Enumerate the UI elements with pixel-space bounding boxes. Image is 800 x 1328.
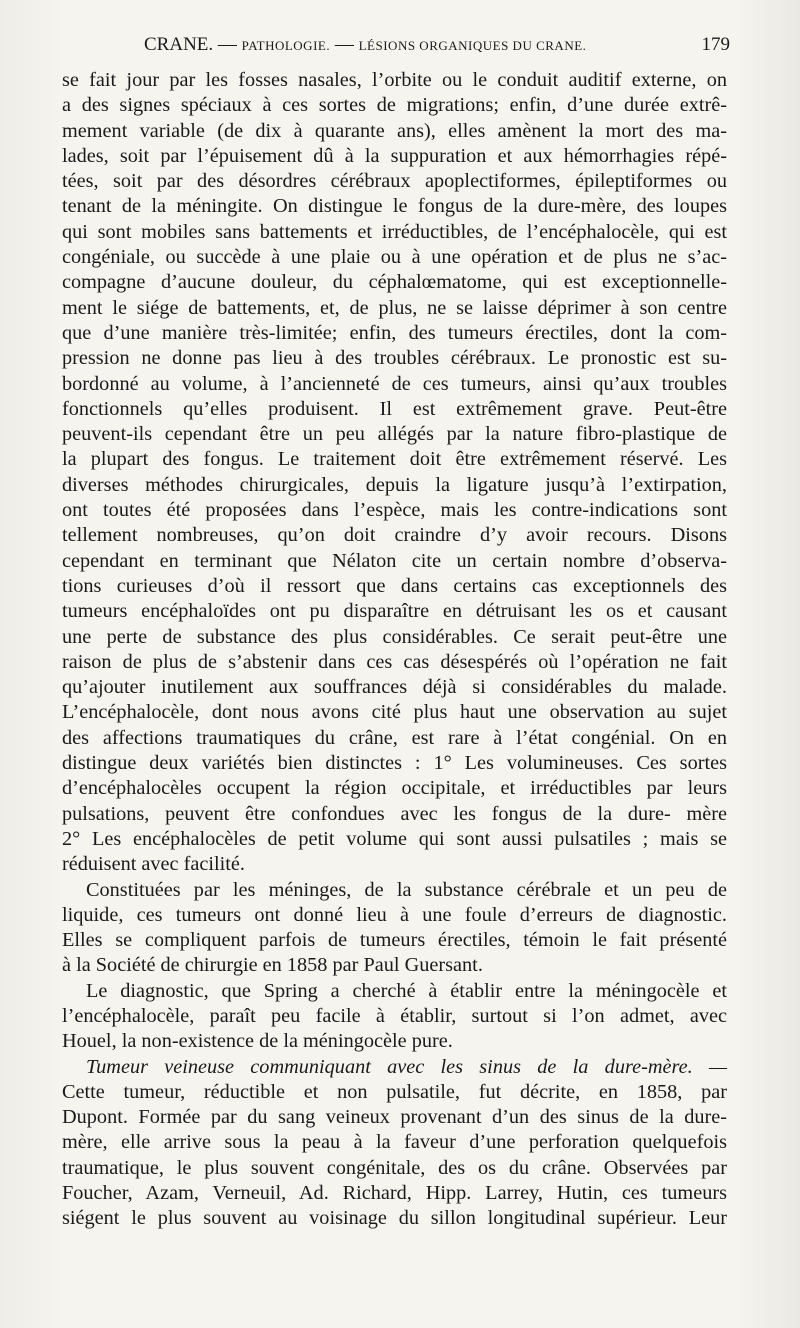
text-line: tenant de la méningite. On distingue le fongus de la dure-mère, des loupes <box>62 195 727 218</box>
running-header <box>62 34 730 64</box>
text-line: une perte de substance des plus considérables. Ce serait peut-être une <box>62 625 727 648</box>
text-line: d’encéphalocèles occupent la région occipitale, et irréductibles par leurs <box>62 777 727 800</box>
text-line: qu’ajouter inutilement aux souffrances déjà si considérables du malade. <box>62 676 727 699</box>
text-line: a des signes spéciaux à ces sortes de migrations; enfin, d’une durée extrê- <box>62 94 727 117</box>
text-line: cependant en terminant que Nélaton cite un certain nombre d’observa- <box>62 549 727 572</box>
text-line: Elles se compliquent parfois de tumeurs érectiles, témoin le fait présenté <box>62 929 727 952</box>
text-line: réduisent avec facilité. <box>62 853 245 876</box>
text-line: se fait jour par les fosses nasales, l’orbite ou le conduit auditif externe, on <box>62 69 727 91</box>
text-line: diverses méthodes chirurgicales, depuis la ligature jusqu’à l’extirpation, <box>62 473 727 496</box>
text-line: fonctionnels qu’elles produisent. Il est extrêmement grave. Peut-être <box>62 397 727 420</box>
text-line: ment le siége de battements, et, de plus, ne se laisse déprimer à son centre <box>62 296 727 319</box>
text-line: peuvent-ils cependant être un peu allégés par la nature fibro-plastique de <box>62 423 727 446</box>
text-line: à la Société de chirurgie en 1858 par Paul Guersant. <box>62 954 483 977</box>
text-line: des affections traumatiques du crâne, est rare à l’état congénial. On en <box>62 726 727 749</box>
header-separator: — <box>334 34 354 55</box>
text-line: liquide, ces tumeurs ont donné lieu à une foule d’erreurs de diagnostic. <box>62 903 727 926</box>
text-line: tumeurs encéphaloïdes ont pu disparaître en détruisant les os et causant <box>62 600 727 623</box>
text-line: siégent le plus souvent au voisinage du sillon longitudinal supérieur. Leur <box>62 1207 727 1230</box>
header-section: PATHOLOGIE. <box>241 38 331 53</box>
text-line: tées, soit par des désordres cérébraux apoplectiformes, épileptiformes ou <box>62 170 727 193</box>
text-line: Cette tumeur, réductible et non pulsatile, fut décrite, en 1858, par <box>62 1080 727 1103</box>
page-number: 179 <box>701 34 730 55</box>
text-line: tellement nombreuses, qu’on doit craindre d’y avoir recours. Disons <box>62 524 727 547</box>
text-line: traumatique, le plus souvent congénitale, des os du crâne. Observées par <box>62 1156 727 1179</box>
text-line: l’encéphalocèle, paraît peu facile à établir, surtout si l’on admet, avec <box>62 1004 727 1027</box>
text-line: L’encéphalocèle, dont nous avons cité plus haut une observation au sujet <box>62 701 727 724</box>
text-line: la plupart des fongus. Le traitement doit être extrêmement réservé. Les <box>62 448 727 471</box>
text-line: tions curieuses d’où il ressort que dans certains cas exceptionnels des <box>62 574 727 597</box>
text-line: mère, elle arrive sous la peau à la faveur d’une perforation quelquefois <box>62 1131 727 1154</box>
text-line: pulsations, peuvent être confondues avec les fongus de la dure- mère <box>62 802 727 825</box>
text-line: ont toutes été proposées dans l’espèce, mais les contre-indications sont <box>62 499 727 522</box>
text-line: raison de plus de s’abstenir dans ces cas désespérés où l’opération ne fait <box>62 650 727 673</box>
text-line: pression ne donne pas lieu à des troubles cérébraux. Le pronostic est su- <box>62 347 727 370</box>
text-line: lades, soit par l’épuisement dû à la suppuration et aux hémorrhagies répé- <box>62 144 727 167</box>
text-line: bordonné au volume, à l’ancienneté de ces tumeurs, ainsi qu’aux troubles <box>62 372 727 395</box>
text-line: compagne d’aucune douleur, du céphalœmatome, qui est exceptionnelle- <box>62 271 727 294</box>
text-line: 2° Les encéphalocèles de petit volume qui sont aussi pulsatiles ; mais se <box>62 827 727 850</box>
text-line: Dupont. Formée par du sang veineux provenant d’un des sinus de la dure- <box>62 1106 727 1129</box>
text-line: mement variable (de dix à quarante ans), elles amènent la mort des ma- <box>62 119 727 142</box>
text-line: qui sont mobiles sans battements et irréductibles, de l’encéphalocèle, qui est <box>62 220 727 243</box>
text-line: Le diagnostic, que Spring a cherché à établir entre la méningocèle et <box>86 979 727 1002</box>
section-heading-line: Tumeur veineuse communiquant avec les sinus de la dure-mère. — <box>86 1055 727 1078</box>
header-separator: — <box>217 34 237 55</box>
header-title-main: CRANE. <box>144 34 214 55</box>
header-title <box>144 34 586 56</box>
body-text <box>62 68 727 1232</box>
text-line: Houel, la non-existence de la méningocèle pure. <box>62 1030 453 1053</box>
text-line: distingue deux variétés bien distinctes : 1° Les volumineuses. Ces sortes <box>62 752 727 775</box>
text-line: que d’une manière très-limitée; enfin, des tumeurs érectiles, dont la com- <box>62 321 727 344</box>
text-line: Foucher, Azam, Verneuil, Ad. Richard, Hipp. Larrey, Hutin, ces tumeurs <box>62 1182 727 1205</box>
text-line: congéniale, ou succède à une plaie ou à une opération et de plus ne s’ac- <box>62 246 727 269</box>
header-subsection: LÉSIONS ORGANIQUES DU CRANE. <box>358 38 587 53</box>
text-line: Constituées par les méninges, de la substance cérébrale et un peu de <box>86 878 727 901</box>
